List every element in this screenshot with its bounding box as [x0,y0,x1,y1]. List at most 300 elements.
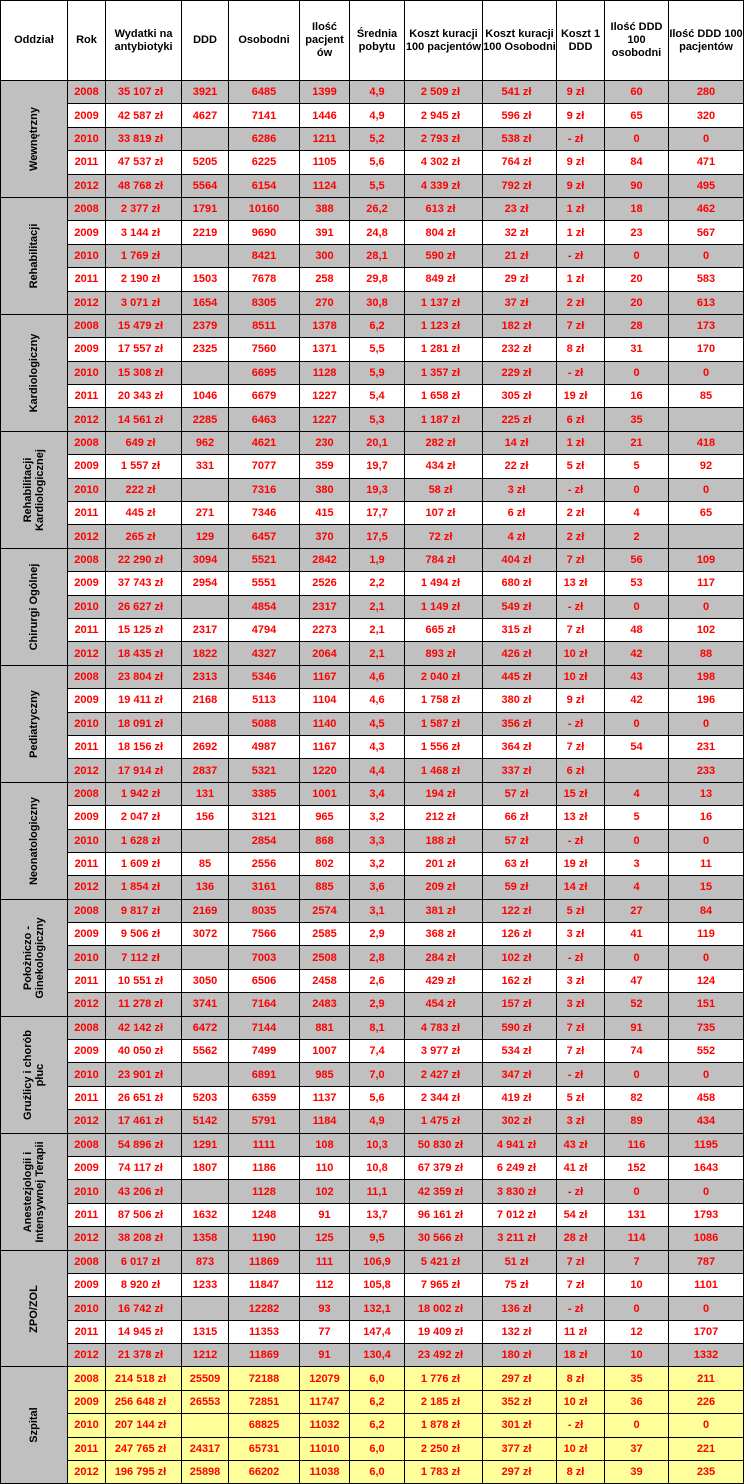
cell-ddd100p: 0 [669,1414,744,1437]
cell-koszt100p: 2 250 zł [405,1437,483,1460]
table-row [1,1461,744,1484]
cell-osobodni: 7560 [229,338,300,361]
cell-osobodni: 5551 [229,572,300,595]
cell-wydatki: 35 107 zł [106,81,182,104]
cell-wydatki: 214 518 zł [106,1367,182,1390]
cell-osobodni: 2854 [229,829,300,852]
cell-koszt100p: 613 zł [405,197,483,220]
cell-koszt100p: 42 359 zł [405,1180,483,1203]
cell-rok: 2012 [68,876,106,899]
cell-koszt1: 7 zł [557,1040,605,1063]
cell-pacjenci: 1378 [300,314,350,337]
cell-koszt100o: 136 zł [483,1297,557,1320]
cell-ddd: 4627 [182,104,229,127]
cell-rok: 2012 [68,759,106,782]
table-row [1,361,744,384]
cell-pacjenci: 2317 [300,595,350,618]
cell-ddd100o: 0 [605,595,669,618]
header-koszt100p: Koszt kuracji 100 pacjentów [405,1,483,81]
cell-koszt100o: 23 zł [483,197,557,220]
cell-rok: 2008 [68,197,106,220]
cell-koszt1: 41 zł [557,1156,605,1179]
table-row [1,268,744,291]
cell-ddd100o: 12 [605,1320,669,1343]
cell-rok: 2011 [68,1086,106,1109]
cell-osobodni: 5791 [229,1110,300,1133]
cell-rok: 2012 [68,1227,106,1250]
cell-ddd100o: 65 [605,104,669,127]
table-row [1,1367,744,1390]
cell-pacjenci: 1001 [300,782,350,805]
cell-rok: 2011 [68,502,106,525]
table-row [1,618,744,641]
cell-pobyt: 5,6 [350,151,405,174]
cell-koszt1: 8 zł [557,1461,605,1484]
table-row [1,1227,744,1250]
cell-pobyt: 3,2 [350,852,405,875]
cell-ddd: 1212 [182,1344,229,1367]
cell-ddd [182,1297,229,1320]
cell-pacjenci: 1105 [300,151,350,174]
cell-ddd100p: 0 [669,712,744,735]
cell-wydatki: 1 854 zł [106,876,182,899]
cell-koszt100p: 284 zł [405,946,483,969]
cell-ddd100o: 0 [605,1297,669,1320]
cell-rok: 2012 [68,1461,106,1484]
cell-pobyt: 6,2 [350,314,405,337]
cell-pacjenci: 2842 [300,548,350,571]
cell-koszt1: 3 zł [557,969,605,992]
department-label: ZPO/ZOL [28,1284,40,1333]
cell-ddd: 873 [182,1250,229,1273]
cell-ddd100o: 84 [605,151,669,174]
cell-ddd100o: 5 [605,806,669,829]
cell-pobyt: 3,3 [350,829,405,852]
cell-pacjenci: 1128 [300,361,350,384]
cell-koszt100o: 764 zł [483,151,557,174]
cell-koszt1: 13 zł [557,572,605,595]
cell-ddd100p: 0 [669,595,744,618]
cell-koszt100p: 1 658 zł [405,385,483,408]
cell-rok: 2010 [68,595,106,618]
cell-osobodni: 7678 [229,268,300,291]
cell-pacjenci: 111 [300,1250,350,1273]
cell-pacjenci: 1184 [300,1110,350,1133]
cell-pacjenci: 881 [300,1016,350,1039]
cell-osobodni: 7316 [229,478,300,501]
cell-osobodni: 8305 [229,291,300,314]
cell-osobodni: 8421 [229,244,300,267]
cell-rok: 2008 [68,1016,106,1039]
table-row [1,759,744,782]
header-pacjenci: Ilość pacjent ów [300,1,350,81]
cell-ddd: 25898 [182,1461,229,1484]
cell-koszt100o: 347 zł [483,1063,557,1086]
cell-ddd100o: 37 [605,1437,669,1460]
cell-wydatki: 15 308 zł [106,361,182,384]
cell-osobodni: 6225 [229,151,300,174]
cell-rok: 2009 [68,455,106,478]
cell-koszt100p: 454 zł [405,993,483,1016]
cell-koszt100o: 57 zł [483,829,557,852]
cell-osobodni: 1186 [229,1156,300,1179]
department-cell [1,665,68,782]
cell-pobyt: 20,1 [350,431,405,454]
cell-ddd [182,712,229,735]
cell-osobodni: 7144 [229,1016,300,1039]
department-cell [1,782,68,899]
cell-osobodni: 6695 [229,361,300,384]
table-row [1,1063,744,1086]
cell-pobyt: 9,5 [350,1227,405,1250]
header-rok: Rok [68,1,106,81]
table-row [1,314,744,337]
cell-koszt1: 3 zł [557,993,605,1016]
cell-ddd: 2285 [182,408,229,431]
cell-rok: 2011 [68,618,106,641]
cell-ddd [182,829,229,852]
cell-osobodni: 9690 [229,221,300,244]
cell-osobodni: 1248 [229,1203,300,1226]
cell-koszt100p: 429 zł [405,969,483,992]
cell-koszt1: 2 zł [557,502,605,525]
department-cell [1,197,68,314]
cell-koszt100o: 232 zł [483,338,557,361]
cell-ddd100p: 65 [669,502,744,525]
cell-koszt100o: 356 zł [483,712,557,735]
cell-ddd100p: 787 [669,1250,744,1273]
cell-pacjenci: 885 [300,876,350,899]
cell-rok: 2008 [68,81,106,104]
cell-ddd: 129 [182,525,229,548]
cell-pobyt: 147,4 [350,1320,405,1343]
cell-ddd: 5203 [182,1086,229,1109]
cell-koszt1: 9 zł [557,81,605,104]
cell-rok: 2012 [68,1344,106,1367]
cell-rok: 2010 [68,1180,106,1203]
cell-koszt100o: 419 zł [483,1086,557,1109]
cell-wydatki: 33 819 zł [106,127,182,150]
cell-ddd100p: 85 [669,385,744,408]
cell-koszt1: - zł [557,361,605,384]
cell-ddd100o: 47 [605,969,669,992]
cell-pobyt: 5,4 [350,385,405,408]
cell-ddd100p: 211 [669,1367,744,1390]
cell-osobodni: 7566 [229,923,300,946]
cell-ddd100o: 52 [605,993,669,1016]
cell-pobyt: 4,6 [350,689,405,712]
table-row [1,1273,744,1296]
table-row [1,782,744,805]
cell-koszt100o: 404 zł [483,548,557,571]
cell-ddd: 1503 [182,268,229,291]
cell-rok: 2009 [68,104,106,127]
cell-koszt1: 13 zł [557,806,605,829]
cell-ddd100o: 54 [605,735,669,758]
cell-ddd: 24317 [182,1437,229,1460]
department-cell [1,548,68,665]
cell-wydatki: 20 343 zł [106,385,182,408]
cell-pobyt: 30,8 [350,291,405,314]
cell-osobodni: 6457 [229,525,300,548]
cell-ddd100p: 119 [669,923,744,946]
cell-ddd100p: 418 [669,431,744,454]
cell-koszt100p: 381 zł [405,899,483,922]
cell-koszt100o: 66 zł [483,806,557,829]
department-cell [1,1250,68,1367]
department-label: Pediatryczny [28,689,40,758]
cell-koszt1: 14 zł [557,876,605,899]
cell-osobodni: 5088 [229,712,300,735]
cell-ddd: 1807 [182,1156,229,1179]
cell-rok: 2008 [68,1133,106,1156]
cell-ddd: 25509 [182,1367,229,1390]
table-row [1,548,744,571]
cell-koszt100p: 2 945 zł [405,104,483,127]
cell-koszt100o: 352 zł [483,1390,557,1413]
cell-ddd: 2954 [182,572,229,595]
cell-rok: 2010 [68,1063,106,1086]
cell-ddd100p: 0 [669,1063,744,1086]
cell-pobyt: 3,2 [350,806,405,829]
cell-koszt1: - zł [557,478,605,501]
department-cell [1,899,68,1016]
cell-koszt100o: 680 zł [483,572,557,595]
cell-pacjenci: 391 [300,221,350,244]
cell-koszt1: 7 zł [557,1016,605,1039]
cell-rok: 2008 [68,665,106,688]
cell-wydatki: 11 278 zł [106,993,182,1016]
table-row [1,1133,744,1156]
cell-osobodni: 6154 [229,174,300,197]
department-cell [1,1367,68,1484]
cell-ddd100o: 21 [605,431,669,454]
cell-rok: 2008 [68,1367,106,1390]
table-row [1,1344,744,1367]
cell-koszt100o: 51 zł [483,1250,557,1273]
cell-pobyt: 8,1 [350,1016,405,1039]
cell-pacjenci: 93 [300,1297,350,1320]
cell-ddd100p: 613 [669,291,744,314]
cell-koszt1: 8 zł [557,338,605,361]
cell-koszt100p: 849 zł [405,268,483,291]
cell-rok: 2009 [68,338,106,361]
cell-pacjenci: 370 [300,525,350,548]
cell-wydatki: 14 561 zł [106,408,182,431]
cell-koszt100p: 209 zł [405,876,483,899]
cell-pobyt: 132,1 [350,1297,405,1320]
cell-pobyt: 1,9 [350,548,405,571]
cell-ddd100p: 109 [669,548,744,571]
cell-rok: 2012 [68,993,106,1016]
cell-koszt100o: 132 zł [483,1320,557,1343]
cell-ddd100p: 0 [669,946,744,969]
cell-koszt100o: 297 zł [483,1367,557,1390]
cell-ddd100o: 23 [605,221,669,244]
cell-pacjenci: 102 [300,1180,350,1203]
cell-koszt1: 7 zł [557,314,605,337]
cell-rok: 2010 [68,1414,106,1437]
cell-koszt100o: 6 zł [483,502,557,525]
cell-ddd [182,127,229,150]
cell-koszt100p: 665 zł [405,618,483,641]
cell-ddd: 962 [182,431,229,454]
cell-ddd [182,1414,229,1437]
cell-rok: 2012 [68,525,106,548]
cell-koszt100p: 4 783 zł [405,1016,483,1039]
cell-pobyt: 105,8 [350,1273,405,1296]
cell-koszt100o: 305 zł [483,385,557,408]
cell-rok: 2011 [68,385,106,408]
cell-pacjenci: 258 [300,268,350,291]
cell-wydatki: 87 506 zł [106,1203,182,1226]
cell-koszt1: - zł [557,1297,605,1320]
table-row [1,525,744,548]
cell-wydatki: 15 479 zł [106,314,182,337]
cell-ddd100o: 60 [605,81,669,104]
cell-koszt1: 7 zł [557,548,605,571]
cell-pobyt: 5,9 [350,361,405,384]
cell-koszt1: 6 zł [557,759,605,782]
cell-pacjenci: 110 [300,1156,350,1179]
cell-ddd: 2837 [182,759,229,782]
cell-ddd100o: 10 [605,1344,669,1367]
cell-ddd100p: 92 [669,455,744,478]
cell-pobyt: 4,9 [350,104,405,127]
cell-pobyt: 2,6 [350,969,405,992]
cell-wydatki: 3 071 zł [106,291,182,314]
cell-koszt1: - zł [557,712,605,735]
department-label: Anestezjologii i Intensywnej Terapii [22,1140,46,1243]
cell-wydatki: 47 537 zł [106,151,182,174]
cell-wydatki: 42 142 zł [106,1016,182,1039]
cell-ddd: 3094 [182,548,229,571]
table-row [1,1437,744,1460]
cell-ddd100o: 39 [605,1461,669,1484]
cell-osobodni: 7003 [229,946,300,969]
table-row [1,478,744,501]
header-oddzial: Oddział [1,1,68,81]
cell-ddd100p: 495 [669,174,744,197]
cell-pobyt: 5,5 [350,174,405,197]
cell-pobyt: 17,5 [350,525,405,548]
cell-wydatki: 7 112 zł [106,946,182,969]
cell-ddd100o: 36 [605,1390,669,1413]
table-body [1,81,744,1484]
cell-osobodni: 7077 [229,455,300,478]
cell-ddd100p: 0 [669,244,744,267]
cell-pacjenci: 270 [300,291,350,314]
cell-wydatki: 37 743 zł [106,572,182,595]
cell-rok: 2011 [68,735,106,758]
table-row [1,946,744,969]
cell-rok: 2012 [68,642,106,665]
cell-ddd: 5564 [182,174,229,197]
cell-pobyt: 28,1 [350,244,405,267]
cell-rok: 2010 [68,946,106,969]
cell-ddd100p: 1101 [669,1273,744,1296]
header-pobyt: Średnia pobytu [350,1,405,81]
department-label: Chirurgi Ogólnej [28,563,40,651]
table-row [1,1040,744,1063]
cell-koszt1: 9 zł [557,174,605,197]
table-row [1,338,744,361]
cell-ddd: 3050 [182,969,229,992]
cell-ddd100o: 10 [605,1273,669,1296]
cell-ddd100p: 170 [669,338,744,361]
cell-rok: 2012 [68,408,106,431]
cell-ddd100o: 0 [605,244,669,267]
cell-koszt1: 15 zł [557,782,605,805]
cell-koszt1: - zł [557,127,605,150]
cell-pacjenci: 91 [300,1344,350,1367]
cell-ddd100o: 4 [605,876,669,899]
cell-rok: 2009 [68,1156,106,1179]
cell-ddd100o: 56 [605,548,669,571]
cell-koszt100p: 1 758 zł [405,689,483,712]
cell-ddd [182,1063,229,1086]
cell-pobyt: 2,2 [350,572,405,595]
table-row [1,197,744,220]
cell-pacjenci: 1446 [300,104,350,127]
cell-pacjenci: 2574 [300,899,350,922]
cell-pacjenci: 985 [300,1063,350,1086]
cell-pacjenci: 1220 [300,759,350,782]
cell-koszt1: 5 zł [557,899,605,922]
cell-osobodni: 6485 [229,81,300,104]
cell-koszt100p: 1 123 zł [405,314,483,337]
cell-ddd: 131 [182,782,229,805]
cell-pacjenci: 2585 [300,923,350,946]
cell-koszt1: 2 zł [557,291,605,314]
table-row [1,572,744,595]
table-row [1,221,744,244]
cell-pobyt: 5,3 [350,408,405,431]
cell-osobodni: 8035 [229,899,300,922]
cell-koszt100p: 201 zł [405,852,483,875]
cell-ddd [182,946,229,969]
cell-ddd100p [669,408,744,431]
header-ddd: DDD [182,1,229,81]
cell-ddd: 3072 [182,923,229,946]
table-row [1,291,744,314]
cell-pacjenci: 1399 [300,81,350,104]
cell-koszt100o: 32 zł [483,221,557,244]
cell-pacjenci: 1104 [300,689,350,712]
cell-ddd100p: 0 [669,1180,744,1203]
cell-ddd100p: 458 [669,1086,744,1109]
cell-osobodni: 3161 [229,876,300,899]
cell-wydatki: 2 047 zł [106,806,182,829]
cell-ddd: 2325 [182,338,229,361]
cell-ddd100o: 20 [605,291,669,314]
cell-pobyt: 2,1 [350,642,405,665]
cell-rok: 2009 [68,1040,106,1063]
cell-koszt100o: 6 249 zł [483,1156,557,1179]
cell-koszt100p: 1 357 zł [405,361,483,384]
cell-pobyt: 2,8 [350,946,405,969]
cell-osobodni: 1111 [229,1133,300,1156]
cell-wydatki: 2 377 zł [106,197,182,220]
cell-koszt100p: 1 475 zł [405,1110,483,1133]
cell-koszt1: 10 zł [557,642,605,665]
cell-koszt100p: 784 zł [405,548,483,571]
cell-wydatki: 18 091 zł [106,712,182,735]
cell-koszt100p: 1 137 zł [405,291,483,314]
cell-wydatki: 17 461 zł [106,1110,182,1133]
cell-osobodni: 68825 [229,1414,300,1437]
cell-ddd100p: 0 [669,478,744,501]
